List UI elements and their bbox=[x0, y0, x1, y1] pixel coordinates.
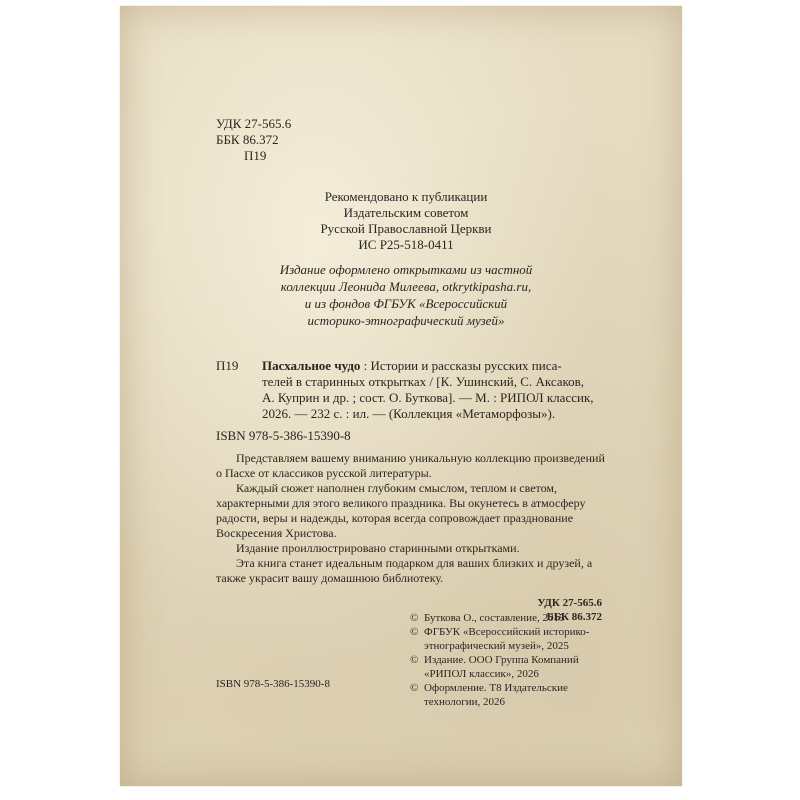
recommendation-block bbox=[120, 189, 682, 253]
copyright-symbol: © bbox=[410, 682, 419, 694]
recommendation-line: Русской Православной Церкви bbox=[320, 221, 492, 236]
copyright-symbol: © bbox=[410, 612, 419, 624]
copyright-entry bbox=[410, 611, 589, 625]
isbn-bottom: ISBN 978-5-386-15390-8 bbox=[216, 678, 330, 690]
copyright-line: Издание. ООО Группа Компаний bbox=[424, 654, 579, 666]
bibliographic-description bbox=[262, 358, 662, 422]
copyright-entry bbox=[410, 625, 589, 653]
bibliographic-line: А. Куприн и др. ; сост. О. Буткова]. — М. : РИПОЛ классик, bbox=[262, 390, 594, 405]
annotation-paragraph: Эта книга станет идеальным подарком для ваших близких и друзей, а также украсит вашу домашнюю библиотеку. bbox=[216, 556, 593, 585]
copyright-line: Буткова О., составление, 2015 bbox=[424, 612, 565, 624]
copyright-line: этнографический музей», 2025 bbox=[424, 640, 569, 652]
credits-line: коллекции Леонида Милеева, otkrytkipasha.ru, bbox=[280, 279, 532, 294]
book-page bbox=[120, 6, 682, 786]
credits-line: и из фондов ФГБУК «Всероссийский bbox=[304, 296, 508, 311]
udk-code: УДК 27-565.6 bbox=[216, 116, 292, 131]
isbn: ISBN 978-5-386-15390-8 bbox=[216, 428, 351, 443]
footer-bbk: ББК 86.372 bbox=[546, 611, 602, 623]
annotation-paragraph: Представляем вашему вниманию уникальную коллекцию произведений о Пасхе от классиков русской литературы. bbox=[216, 451, 605, 480]
copyright-line: «РИПОЛ классик», 2026 bbox=[424, 668, 539, 680]
bibliographic-code: П19 bbox=[216, 358, 239, 373]
author-mark: П19 bbox=[244, 148, 267, 163]
credits-line: Издание оформлено открытками из частной bbox=[279, 262, 533, 277]
copyright-entry bbox=[410, 681, 589, 709]
annotation-paragraph: Издание проиллюстрировано старинными открытками. bbox=[236, 541, 520, 555]
illustration-credits bbox=[120, 261, 682, 329]
credits-line: историко-этнографический музей» bbox=[307, 313, 505, 328]
copyright-line: Оформление. Т8 Издательские bbox=[424, 682, 568, 694]
copyright-line: ФГБУК «Всероссийский историко- bbox=[424, 626, 590, 638]
bibliographic-line: 2026. — 232 с. : ил. — (Коллекция «Метаморфозы»). bbox=[262, 406, 556, 421]
copyright-line: технологии, 2026 bbox=[424, 696, 506, 708]
copyright-symbol: © bbox=[410, 626, 419, 638]
bbk-code: ББК 86.372 bbox=[216, 132, 279, 147]
recommendation-line: ИС Р25-518-0411 bbox=[358, 237, 454, 252]
bibliographic-line: телей в старинных открытках / [К. Ушинский, С. Аксаков, bbox=[262, 374, 585, 389]
bibliographic-line: : Истории и рассказы русских писа- bbox=[360, 358, 562, 373]
annotation-paragraph: Каждый сюжет наполнен глубоким смыслом, теплом и светом, характерными для этого великого праздника. Вы окунетесь в атмосферу радости, веры и надежды, которая всегда сопровождает празднование Воскресения Христова. bbox=[216, 481, 586, 540]
copyright-entry bbox=[410, 653, 589, 681]
copyright-block bbox=[410, 611, 589, 709]
copyright-symbol: © bbox=[410, 654, 419, 666]
classification-block bbox=[216, 116, 291, 164]
book-title: Пасхальное чудо bbox=[262, 358, 361, 373]
annotation bbox=[216, 451, 608, 586]
recommendation-line: Рекомендовано к публикации bbox=[324, 189, 488, 204]
recommendation-line: Издательским советом bbox=[343, 205, 469, 220]
footer-udk: УДК 27-565.6 bbox=[537, 597, 602, 609]
